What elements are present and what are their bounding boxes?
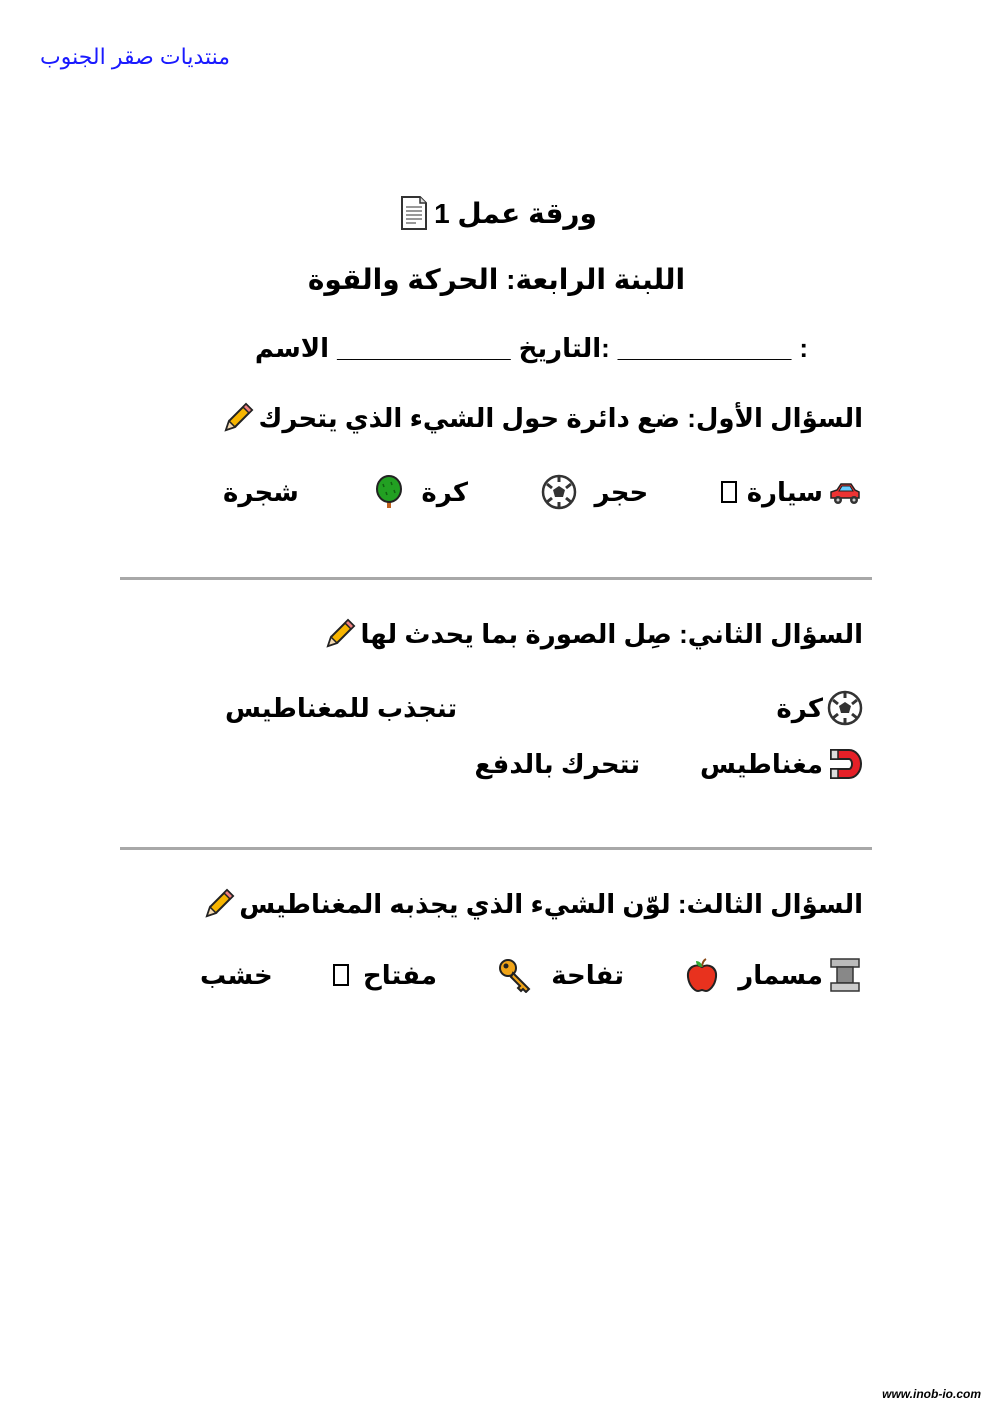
apple-icon: [684, 957, 720, 993]
question-2-text: السؤال الثاني: صِل الصورة بما يحدث لها: [360, 618, 863, 649]
date-field[interactable]: ____________: [617, 333, 792, 363]
q3-item-label: خشب: [200, 959, 273, 990]
pencil-icon: [322, 616, 358, 652]
q1-item-label: كرة: [421, 476, 469, 507]
matching-pair: [223, 744, 863, 784]
question-3-text: السؤال الثالث: لوّن الشيء الذي يجذبه المغناطيس: [239, 888, 863, 919]
q3-item-label: مفتاح: [363, 959, 437, 990]
missing-glyph-box: [333, 964, 349, 986]
worksheet-title: [0, 195, 993, 231]
q3-item-label: مسمار: [738, 959, 823, 990]
q3-item-apple[interactable]: [497, 957, 624, 993]
name-date-line: [255, 333, 808, 364]
tree-icon: [371, 474, 407, 510]
magnet-icon: [827, 746, 863, 782]
name-label: الاسم: [254, 333, 330, 363]
question-2-prompt: [322, 616, 863, 652]
q3-item-key[interactable]: [333, 960, 437, 991]
question-3-items: [200, 957, 863, 993]
pair-right-label[interactable]: تنجذب للمغناطيس: [225, 692, 458, 723]
page-icon: [396, 195, 432, 231]
soccer-ball-icon: [541, 474, 577, 510]
pair-left-label: كرة: [776, 692, 823, 723]
pencil-icon: [220, 400, 256, 436]
q1-item-label: شجرة: [223, 476, 299, 507]
trailing-colon: :: [799, 333, 808, 363]
matching-pair: [223, 688, 863, 728]
footer-url: www.inob-io.com: [882, 1387, 981, 1401]
soccer-ball-icon: [827, 690, 863, 726]
question-1-items: [223, 474, 863, 510]
question-1-text: السؤال الأول: ضع دائرة حول الشيء الذي يتحرك: [258, 402, 863, 433]
pair-left-magnet[interactable]: [700, 746, 863, 782]
q3-item-wood[interactable]: [200, 960, 273, 991]
q1-item-label: سيارة: [746, 476, 823, 507]
question-1-prompt: [220, 400, 863, 436]
nut-bolt-icon: [827, 957, 863, 993]
date-label: :التاريخ: [518, 333, 610, 363]
pair-left-label: مغناطيس: [699, 748, 823, 779]
key-icon: [497, 957, 533, 993]
q3-item-label: تفاحة: [551, 959, 624, 990]
q3-item-nail[interactable]: [684, 957, 863, 993]
pair-right-label[interactable]: تتحرك بالدفع: [474, 748, 640, 779]
q1-item-ball[interactable]: [371, 474, 468, 510]
site-name: منتديات صقر الجنوب: [40, 44, 231, 69]
worksheet-title-text: ورقة عمل 1: [434, 197, 597, 229]
section-divider: [120, 847, 872, 850]
section-divider: [120, 577, 872, 580]
pencil-icon: [201, 886, 237, 922]
unit-subtitle: اللبنة الرابعة: الحركة والقوة: [307, 264, 686, 295]
q1-item-tree[interactable]: [223, 477, 299, 508]
question-3-prompt: [201, 886, 863, 922]
q1-item-stone[interactable]: [541, 474, 649, 510]
q1-item-car[interactable]: [721, 474, 863, 510]
name-field[interactable]: ____________: [337, 333, 511, 363]
pair-left-ball[interactable]: [776, 690, 863, 726]
missing-glyph-box: [721, 481, 737, 503]
matching-pairs: [223, 688, 863, 784]
q1-item-label: حجر: [594, 476, 649, 507]
car-icon: [827, 474, 863, 510]
